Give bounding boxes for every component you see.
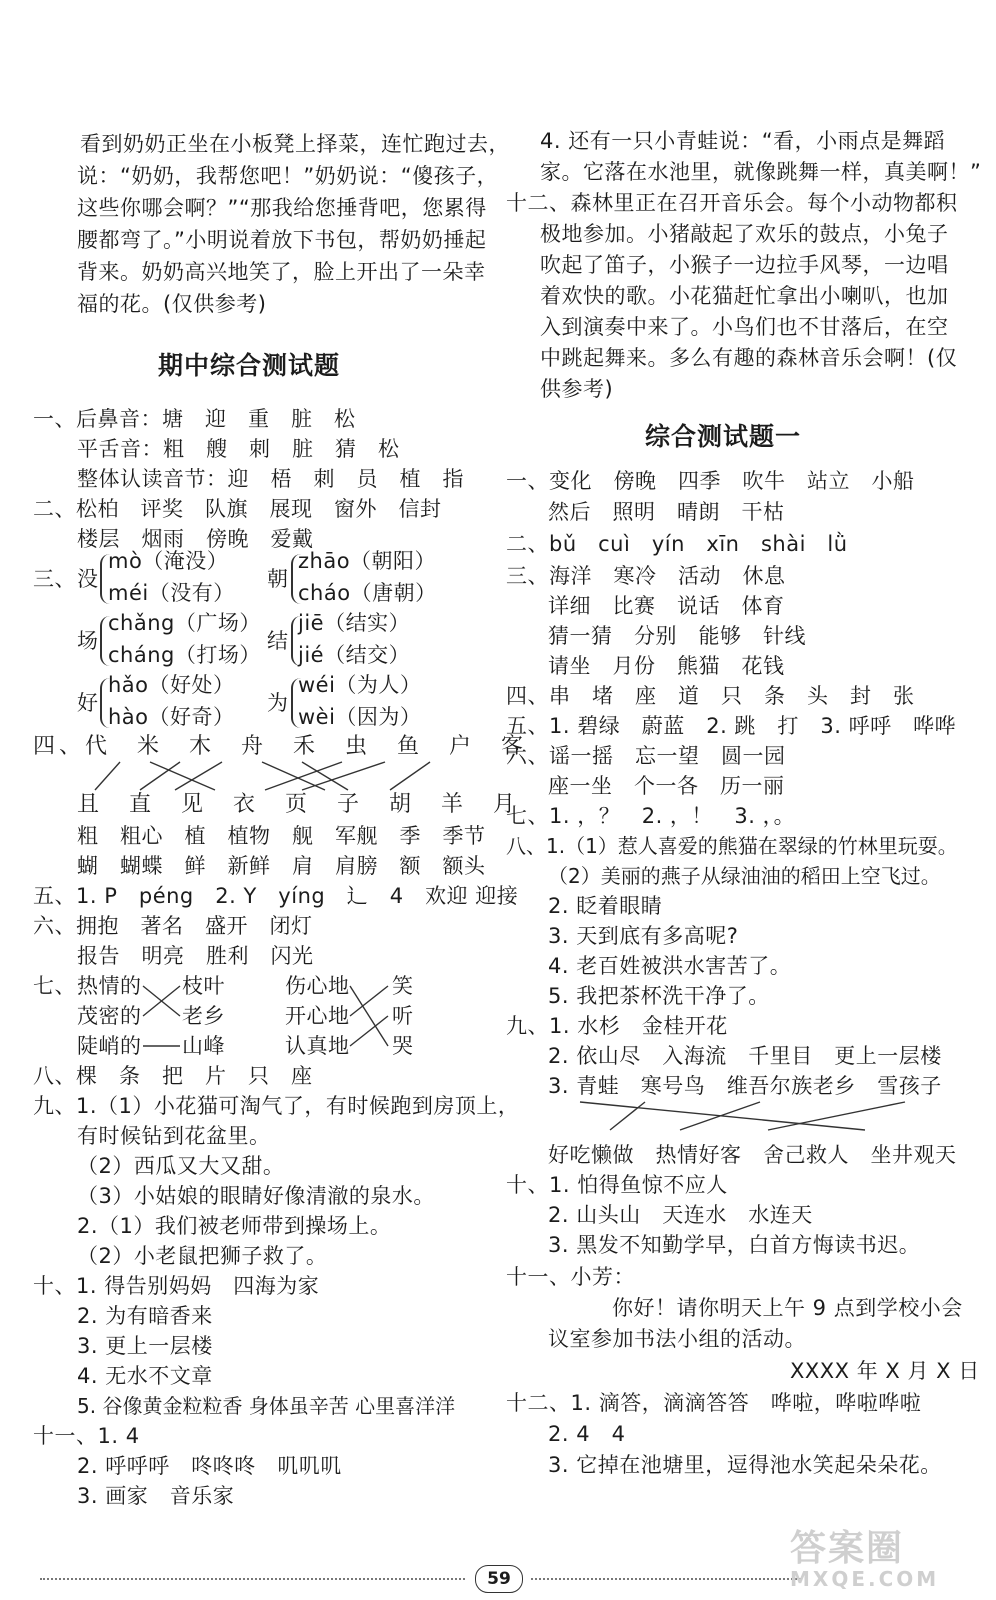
match-word: 认真地 [285, 1034, 350, 1058]
text-line: 十二、森林里正在召开音乐会。每个小动物都积 [506, 191, 958, 215]
answer-line: 九、1. 水杉 金桂开花 [506, 1014, 728, 1038]
polyphone-reading: wéi（为人） [298, 673, 422, 697]
polyphone-reading: cháo（唐朝） [298, 581, 437, 605]
watermark-main: 答案圈 [790, 1528, 905, 1569]
polyphone-reading: wèi（因为） [298, 705, 422, 729]
answer-line: 五、1. P péng 2. Y yíng 辶 4 欢迎 迎接 [33, 884, 519, 908]
answer-line: 3. 画家 音乐家 [77, 1484, 235, 1508]
answer-line: 六、谣一摇 忘一望 圆一园 [506, 744, 786, 768]
answer-line: 好吃懒做 热情好客 舍己救人 坐井观天 [548, 1143, 957, 1167]
polyphone-reading: cháng（打场） [108, 643, 261, 667]
answer-line: 3. 更上一层楼 [77, 1334, 213, 1358]
watermark-logo [790, 1520, 939, 1591]
match-word: 老乡 [182, 1004, 225, 1028]
match-word: 听 [392, 1004, 414, 1028]
answer-line: 4. 老百姓被洪水害苦了。 [548, 954, 792, 978]
polyphone-char: 好 [77, 691, 99, 715]
answer-line: 楼层 烟雨 傍晚 爱戴 [77, 527, 314, 551]
answer-line: 五、1. 碧绿 蔚蓝 2. 跳 打 3. 呼呼 哗哗 [506, 714, 957, 738]
answer-line: 3. 天到底有多高呢? [548, 924, 739, 948]
answer-line: （2）美丽的燕子从绿油油的稻田上空飞过。 [548, 864, 941, 888]
text-line: 背来。奶奶高兴地笑了，脸上开出了一朵幸 [77, 260, 486, 284]
text-line: 福的花。(仅供参考) [77, 292, 267, 316]
polyphone-reading: chǎng（广场） [108, 611, 261, 635]
match-word: 枝叶 [182, 974, 225, 998]
answer-line: 十、1. 怕得鱼惊不应人 [506, 1173, 728, 1197]
text-line: 中跳起舞来。多么有趣的森林音乐会啊！(仅 [540, 346, 958, 370]
footer-divider [40, 1578, 465, 1580]
answer-line: 十、1. 得告别妈妈 四海为家 [33, 1274, 320, 1298]
answer-line: 十一、1. 4 [33, 1424, 140, 1448]
answer-line: 3. 它掉在池塘里，逗得池水笑起朵朵花。 [548, 1453, 942, 1477]
answer-line: 十二、1. 滴答，滴滴答答 哗啦，哗啦哗啦 [506, 1391, 922, 1415]
answer-line: 蝴 蝴蝶 鲜 新鲜 肩 肩膀 额 额头 [77, 854, 486, 878]
answer-line: 七、1. ，？ 2. ，！ 3. ，。 [506, 804, 796, 828]
answer-line: 5. 我把茶杯洗干净了。 [548, 984, 770, 1008]
text-line: 说：“奶奶，我帮您吧！”奶奶说：“傻孩子， [77, 164, 499, 188]
answer-line: 九、1.（1）小花猫可淘气了，有时候跑到房顶上， [33, 1094, 520, 1118]
answer-line: 平舌音：粗 艘 刺 脏 猜 松 [77, 437, 400, 461]
text-line: 家。它落在水池里，就像跳舞一样，真美啊！” [540, 160, 982, 184]
answer-line: 3. 黑发不知勤学早，白首方悔读书迟。 [548, 1233, 921, 1257]
answer-line: 三、海洋 寒冷 活动 休息 [506, 564, 786, 588]
answer-line: 整体认读音节：迎 梧 刺 员 植 指 [77, 467, 464, 491]
section-title-test1: 综合测试题一 [645, 422, 802, 451]
match-word: 热情的 [77, 974, 142, 998]
answer-line: 2. 呼呼呼 咚咚咚 叽叽叽 [77, 1454, 342, 1478]
answer-line: 八、1.（1）惹人喜爱的熊猫在翠绿的竹林里玩耍。 [506, 834, 958, 858]
answer-line: 一、后鼻音：塘 迎 重 脏 松 [33, 407, 356, 431]
text-line: 入到演奏中来了。小鸟们也不甘落后，在空 [540, 315, 949, 339]
answer-line: 有时候钻到花盆里。 [77, 1124, 271, 1148]
watermark-sub: MXQE.COM [790, 1567, 940, 1591]
answer-line: 然后 照明 晴朗 干枯 [548, 500, 785, 524]
text-line: 4. 还有一只小青蛙说：“看，小雨点是舞蹈 [540, 129, 946, 153]
text-line: 这些你哪会啊？”“那我给您捶背吧，您累得 [77, 196, 487, 220]
match-word: 开心地 [285, 1004, 350, 1028]
answer-line: 你好！请你明天上午 9 点到学校小会 [612, 1296, 963, 1320]
answer-line: 八、棵 条 把 片 只 座 [33, 1064, 313, 1088]
answer-line: 2. 为有暗香来 [77, 1304, 213, 1328]
answer-line: 一、变化 傍晚 四季 吹牛 站立 小船 [506, 469, 915, 493]
polyphone-reading: hào（好奇） [108, 705, 235, 729]
polyphone-reading: zhāo（朝阳） [298, 549, 437, 573]
answer-line: 粗 粗心 植 植物 舰 军舰 季 季节 [77, 824, 486, 848]
answer-line: （2）小老鼠把狮子救了。 [77, 1244, 328, 1268]
answer-line: 二、bǔ cuì yín xīn shài lǜ [506, 532, 848, 556]
answer-line: 且 直 见 衣 页 子 胡 羊 月 [77, 792, 520, 817]
answer-line-prefix: 七、 [33, 974, 76, 998]
answer-line: 2. 眨着眼睛 [548, 894, 663, 918]
answer-line: 四、代 米 木 舟 禾 虫 鱼 户 客 [33, 734, 528, 759]
answer-line: 5. 谷像黄金粒粒香 身体虽辛苦 心里喜洋洋 [77, 1394, 456, 1418]
answer-line: 四、串 堵 座 道 只 条 头 封 张 [506, 684, 915, 708]
match-word: 茂密的 [77, 1004, 142, 1028]
polyphone-reading: méi（没有） [108, 581, 235, 605]
text-line: 看到奶奶正坐在小板凳上择菜，连忙跑过去， [80, 132, 510, 156]
polyphone-char: 结 [267, 629, 289, 653]
polyphone-char: 朝 [267, 567, 289, 591]
answer-line: （2）西瓜又大又甜。 [77, 1154, 285, 1178]
text-line: 极地参加。小猪敲起了欢乐的鼓点，小兔子 [540, 222, 949, 246]
match-word: 哭 [392, 1034, 414, 1058]
text-line: 吹起了笛子，小猴子一边拉手风琴，一边唱 [540, 253, 949, 277]
answer-line: 详细 比赛 说话 体育 [548, 594, 785, 618]
answer-line: 报告 明亮 胜利 闪光 [77, 944, 314, 968]
polyphone-char: 场 [77, 629, 99, 653]
polyphone-char: 没 [77, 567, 99, 591]
match-word: 伤心地 [285, 974, 350, 998]
answer-line: 议室参加书法小组的活动。 [548, 1327, 806, 1351]
answer-line: 2. 山头山 天连水 水连天 [548, 1203, 813, 1227]
answer-line: 2. 依山尽 入海流 千里目 更上一层楼 [548, 1044, 942, 1068]
polyphone-char: 为 [267, 691, 289, 715]
answer-line: 十一、小芳： [506, 1265, 635, 1289]
text-line: 着欢快的歌。小花猫赶忙拿出小喇叭，也加 [540, 284, 949, 308]
answer-line: 二、松柏 评奖 队旗 展现 窗外 信封 [33, 497, 442, 521]
polyphone-reading: hǎo（好处） [108, 673, 235, 697]
match-word: 山峰 [182, 1034, 225, 1058]
polyphone-reading: mò（淹没） [108, 549, 229, 573]
answer-line: 座一坐 个一各 历一丽 [548, 774, 785, 798]
section-title-midterm: 期中综合测试题 [158, 351, 341, 380]
answer-line-prefix: 三、 [33, 567, 76, 591]
answer-line: XXXX 年 X 月 X 日 [790, 1359, 980, 1383]
footer-divider [531, 1578, 801, 1580]
text-line: 供参考) [540, 377, 614, 401]
match-word: 笑 [392, 974, 414, 998]
match-word: 陡峭的 [77, 1034, 142, 1058]
answer-line: 六、拥抱 著名 盛开 闭灯 [33, 914, 313, 938]
answer-line: 2. 4 4 [548, 1422, 626, 1446]
answer-line: 请坐 月份 熊猫 花钱 [548, 654, 785, 678]
page-number: 59 [475, 1565, 523, 1593]
answer-line: 猜一猜 分别 能够 针线 [548, 624, 806, 648]
text-line: 腰都弯了。”小明说着放下书包，帮奶奶捶起 [77, 228, 487, 252]
polyphone-reading: jié（结交） [298, 643, 411, 667]
answer-line: 2.（1）我们被老师带到操场上。 [77, 1214, 392, 1238]
polyphone-reading: jiē（结实） [298, 611, 411, 635]
answer-line: （3）小姑娘的眼睛好像清澈的泉水。 [77, 1184, 435, 1208]
answer-line: 3. 青蛙 寒号鸟 维吾尔族老乡 雪孩子 [548, 1074, 942, 1098]
answer-line: 4. 无水不文章 [77, 1364, 213, 1388]
